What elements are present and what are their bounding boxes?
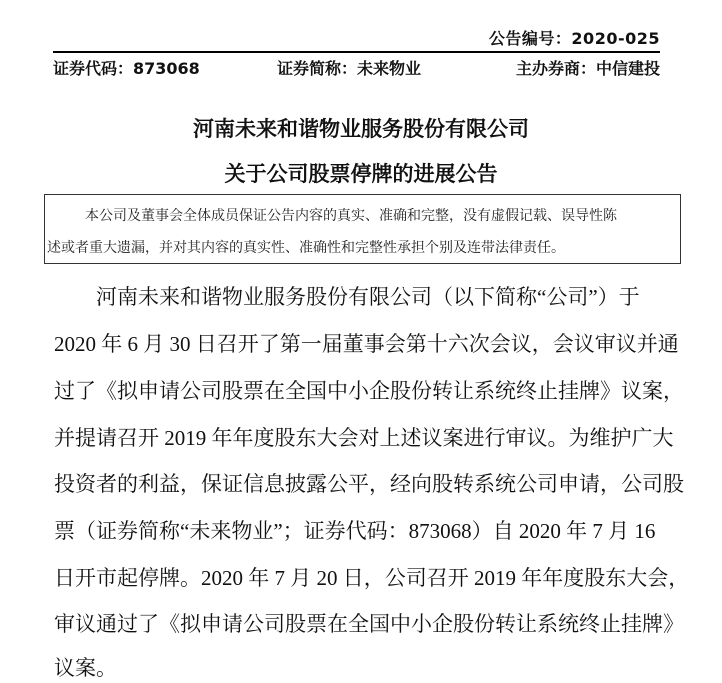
securities-abbreviation: 证券简称：未来物业 bbox=[277, 59, 422, 78]
announcement-number: 公告编号：2020-025 bbox=[488, 29, 660, 48]
announcement-subject: 关于公司股票停牌的进展公告 bbox=[224, 162, 498, 186]
disclaimer-box bbox=[44, 194, 681, 264]
body-line: 河南未来和谐物业服务股份有限公司（以下简称“公司”）于 bbox=[96, 285, 640, 309]
header-divider bbox=[53, 51, 660, 53]
body-line: 议案。 bbox=[54, 656, 117, 680]
header-info-row bbox=[53, 56, 660, 78]
disclaimer-line: 述或者重大遗漏，并对其内容的真实性、准确性和完整性承担个别及连带法律责任。 bbox=[47, 241, 565, 256]
body-line: 审议通过了《拟申请公司股票在全国中小企股份转让系统终止挂牌》 bbox=[54, 612, 684, 636]
body-line: 票（证券简称“未来物业”；证券代码：873068）自 2020 年 7 月 16 bbox=[54, 519, 656, 543]
sponsor-broker: 主办券商：中信建投 bbox=[515, 59, 660, 78]
disclaimer-line: 本公司及董事会全体成员保证公告内容的真实、准确和完整，没有虚假记载、误导性陈 bbox=[85, 209, 617, 224]
company-title: 河南未来和谐物业服务股份有限公司 bbox=[193, 117, 529, 141]
body-line: 过了《拟申请公司股票在全国中小企股份转让系统终止挂牌》议案， bbox=[54, 379, 684, 403]
securities-code: 证券代码：873068 bbox=[53, 59, 200, 78]
body-line: 并提请召开 2019 年年度股东大会对上述议案进行审议。为维护广大 bbox=[54, 426, 674, 450]
body-line: 2020 年 6 月 30 日召开了第一届董事会第十六次会议，会议审议并通 bbox=[54, 332, 679, 356]
body-line: 投资者的利益，保证信息披露公平，经向股转系统公司申请，公司股 bbox=[54, 472, 684, 496]
body-line: 日开市起停牌。2020 年 7 月 20 日，公司召开 2019 年年度股东大会， bbox=[54, 566, 690, 590]
